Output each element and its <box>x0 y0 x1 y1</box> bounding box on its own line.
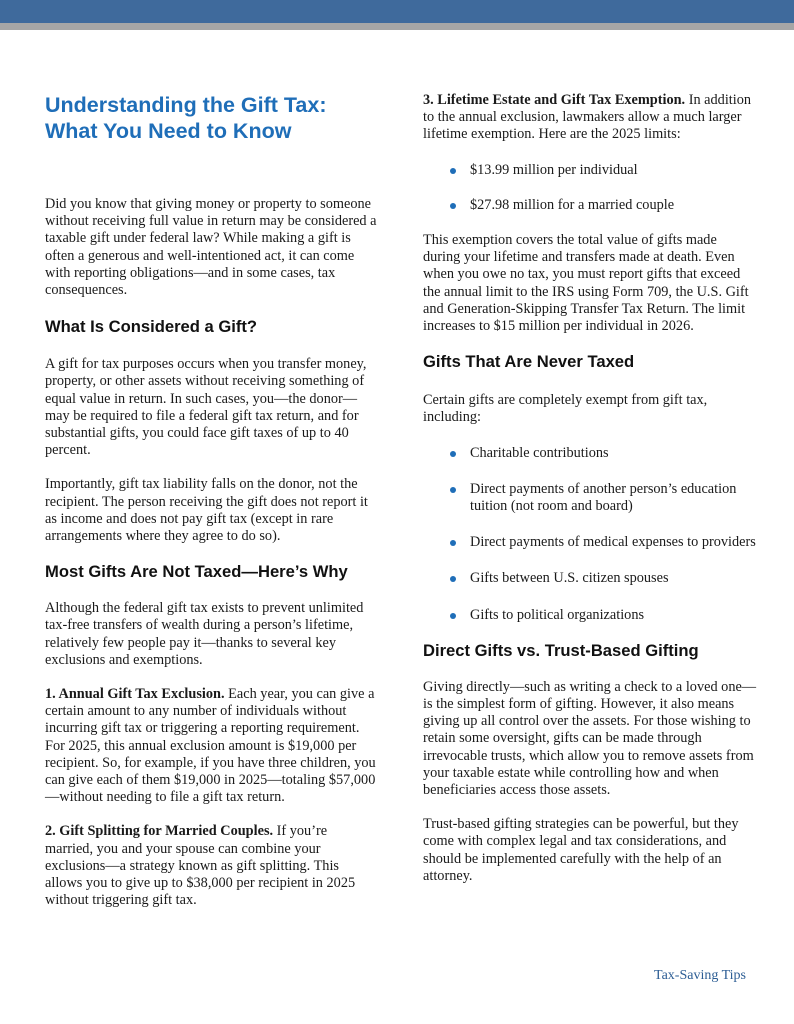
direct-gifting-paragraph: Giving directly—such as writing a check to a loved one—is the simplest form of gifting. However, it also means giving up all control over the assets. For those wishing to retain some oversight, gifts can be made through irrevocable trusts, which allow you to remove assets from your taxable estate while controlling how and when beneficiaries access those assets. <box>423 678 757 799</box>
never-taxed-list <box>423 445 757 624</box>
lifetime-exemption-lead: 3. Lifetime Estate and Gift Tax Exemption. <box>423 92 686 108</box>
footer-label: Tax-Saving Tips <box>654 968 746 983</box>
header-band <box>0 0 794 23</box>
list-item: Gifts to political organizations <box>423 607 757 624</box>
heading-never-taxed: Gifts That Are Never Taxed <box>423 352 635 372</box>
gift-splitting-text: If you’re married, you and your spouse can combine your exclusions—a strategy known as gift splitting. This allows you to give up to $38,000 per recipient in 2025 without triggering gift tax. <box>45 823 356 909</box>
limit-married-couple: $27.98 million for a married couple <box>423 197 757 214</box>
limit-individual: $13.99 million per individual <box>423 162 757 179</box>
exemption-details-paragraph: This exemption covers the total value of gifts made during your lifetime and transfers made at death. Even when you owe no tax, you must report gifts that exceed the annual limit to the IRS using Form 709, the U.S. Gift and Generation-Skipping Transfer Tax Return. The limit increases to $15 million per individual in 2026. <box>423 232 749 335</box>
intro-paragraph: Did you know that giving money or property to someone without receiving full value in return may be considered a taxable gift under federal law? While making a gift is often a generous and well-intentioned act, it can come with reporting obligations—and in some cases, tax consequences. <box>45 196 377 299</box>
trust-gifting-paragraph: Trust-based gifting strategies can be powerful, but they come with complex legal and tax considerations, and should be implemented carefully with the help of an attorney. <box>423 816 739 884</box>
gift-splitting-paragraph <box>45 823 377 909</box>
exclusions-intro-paragraph: Although the federal gift tax exists to prevent unlimited tax-free transfers of wealth during a person’s lifetime, relatively few people pay it—thanks to several key exclusions and exemptions. <box>45 600 364 668</box>
gift-splitting-lead: 2. Gift Splitting for Married Couples. <box>45 823 274 840</box>
right-column <box>423 92 757 885</box>
heading-direct-vs-trust: Direct Gifts vs. Trust-Based Gifting <box>423 640 699 660</box>
annual-exclusion-lead: 1. Annual Gift Tax Exclusion. <box>45 686 225 703</box>
list-item: Direct payments of medical expenses to providers <box>423 534 757 551</box>
exemption-limits-list <box>423 162 757 214</box>
list-item: Direct payments of another person’s education tuition (not room and board) <box>423 481 757 515</box>
list-item: Gifts between U.S. citizen spouses <box>423 570 757 587</box>
left-column <box>45 92 377 910</box>
heading-not-taxed: Most Gifts Are Not Taxed—Here’s Why <box>45 562 348 582</box>
never-taxed-intro: Certain gifts are completely exempt from gift tax, including: <box>423 392 708 426</box>
heading-what-is-gift: What Is Considered a Gift? <box>45 317 258 337</box>
lifetime-exemption-text: In addition to the annual exclusion, lawmakers allow a much larger lifetime exemption. Here are the 2025 limits: <box>423 92 752 143</box>
annual-exclusion-text: Each year, you can give a certain amount to any number of individuals without incurring gift tax or triggering a reporting requirement. For 2025, this annual exclusion amount is $19,000 per recipient. So, for example, if you have three children, you can give each of them $19,000 in 2025—totaling $57,000—without needing to file a gift tax return. <box>45 686 376 806</box>
annual-exclusion-paragraph <box>45 686 377 806</box>
gift-definition-paragraph: A gift for tax purposes occurs when you transfer money, property, or other assets without receiving something of equal value in return. In such cases, you—the donor—may be required to file a federal gift tax return, and for substantial gifts, you could face gift taxes of up to 40 percent. <box>45 356 367 459</box>
list-item: Charitable contributions <box>423 445 757 462</box>
lifetime-exemption-paragraph <box>423 92 757 144</box>
page-title: Understanding the Gift Tax: What You Need to Know <box>45 93 327 143</box>
donor-liability-paragraph: Importantly, gift tax liability falls on the donor, not the recipient. The person receiving the gift does not report it as income and does not pay gift tax (except in rare arrangements where they agree to do so). <box>45 476 368 545</box>
header-rule <box>0 23 794 30</box>
